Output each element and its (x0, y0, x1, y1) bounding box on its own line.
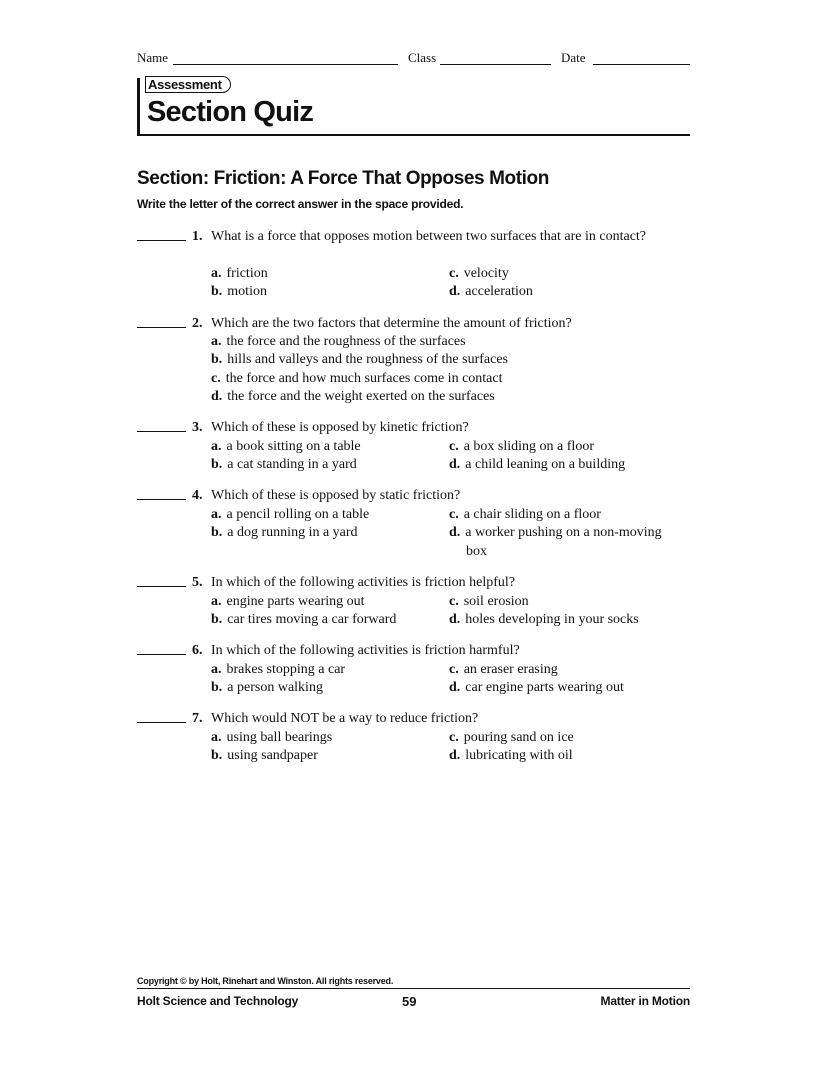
question-text: Which of these is opposed by static friction? (211, 488, 461, 503)
question-text: What is a force that opposes motion between two surfaces that are in contact? (211, 229, 647, 244)
option-d: d. lubricating with oil (449, 748, 573, 763)
banner-bar (137, 78, 140, 134)
book-title: Holt Science and Technology (137, 994, 299, 1008)
option-b: b. a cat standing in a yard (211, 457, 357, 472)
option-c: c. a box sliding on a floor (449, 439, 594, 454)
chapter-title: Matter in Motion (600, 994, 690, 1008)
question-text: In which of the following activities is friction harmful? (211, 643, 520, 658)
question-2 (137, 315, 697, 410)
name-label: Name (137, 50, 169, 65)
question-text: Which would NOT be a way to reduce friction? (211, 711, 479, 726)
answer-blank[interactable] (137, 487, 186, 500)
option-c: c. pouring sand on ice (449, 730, 574, 745)
question-number: 2. (192, 316, 203, 331)
assessment-tag: Assessment (145, 76, 231, 93)
question-number: 4. (192, 488, 203, 503)
answer-blank[interactable] (137, 419, 186, 432)
option-a: a. the force and the roughness of the surfaces (211, 334, 466, 349)
question-text: Which are the two factors that determine the amount of friction? (211, 316, 572, 331)
option-d: d. a worker pushing on a non-moving box (449, 525, 662, 559)
question-number: 7. (192, 711, 203, 726)
option-d: d. car engine parts wearing out (449, 680, 624, 695)
option-b: b. using sandpaper (211, 748, 318, 763)
question-1 (137, 228, 697, 304)
student-info-header (137, 50, 690, 70)
answer-blank[interactable] (137, 710, 186, 723)
option-d: d. a child leaning on a building (449, 457, 626, 472)
option-c: c. an eraser erasing (449, 662, 558, 677)
copyright-notice: Copyright © by Holt, Rinehart and Winston. All rights reserved. (137, 976, 394, 986)
banner-rule (137, 134, 690, 136)
name-field[interactable] (173, 64, 398, 65)
option-c: c. a chair sliding on a floor (449, 507, 601, 522)
option-a: a. friction (211, 266, 268, 281)
option-b: b. car tires moving a car forward (211, 612, 397, 627)
question-7 (137, 710, 697, 768)
date-field[interactable] (593, 64, 690, 65)
question-5 (137, 574, 697, 632)
answer-blank[interactable] (137, 315, 186, 328)
question-text: In which of the following activities is friction helpful? (211, 575, 516, 590)
option-b: b. a person walking (211, 680, 323, 695)
class-label: Class (408, 50, 437, 65)
instructions: Write the letter of the correct answer in the space provided. (137, 197, 464, 211)
question-3 (137, 419, 697, 477)
option-b: b. hills and valleys and the roughness of the surfaces (211, 352, 509, 367)
page-number: 59 (402, 994, 417, 1009)
option-a: a. brakes stopping a car (211, 662, 346, 677)
option-d: d. holes developing in your socks (449, 612, 639, 627)
section-title: Section: Friction: A Force That Opposes Motion (137, 168, 549, 189)
option-a: a. a pencil rolling on a table (211, 507, 370, 522)
answer-blank[interactable] (137, 228, 186, 241)
class-field[interactable] (440, 64, 551, 65)
page-title: Section Quiz (147, 96, 314, 128)
answer-blank[interactable] (137, 642, 186, 655)
option-a: a. using ball bearings (211, 730, 333, 745)
option-b: b. a dog running in a yard (211, 525, 358, 540)
question-number: 1. (192, 229, 203, 244)
footer-rule (137, 988, 690, 989)
quiz-banner (137, 76, 690, 138)
answer-blank[interactable] (137, 574, 186, 587)
option-a: a. engine parts wearing out (211, 594, 365, 609)
option-c: c. the force and how much surfaces come in contact (211, 371, 503, 386)
option-b: b. motion (211, 284, 267, 299)
option-d: d. the force and the weight exerted on the surfaces (211, 389, 495, 404)
question-number: 6. (192, 643, 203, 658)
option-c: c. soil erosion (449, 594, 529, 609)
option-a: a. a book sitting on a table (211, 439, 361, 454)
option-d: d. acceleration (449, 284, 533, 299)
date-label: Date (561, 50, 586, 65)
question-6 (137, 642, 697, 700)
question-text: Which of these is opposed by kinetic friction? (211, 420, 469, 435)
option-c: c. velocity (449, 266, 509, 281)
question-number: 3. (192, 420, 203, 435)
question-4 (137, 487, 697, 565)
question-number: 5. (192, 575, 203, 590)
